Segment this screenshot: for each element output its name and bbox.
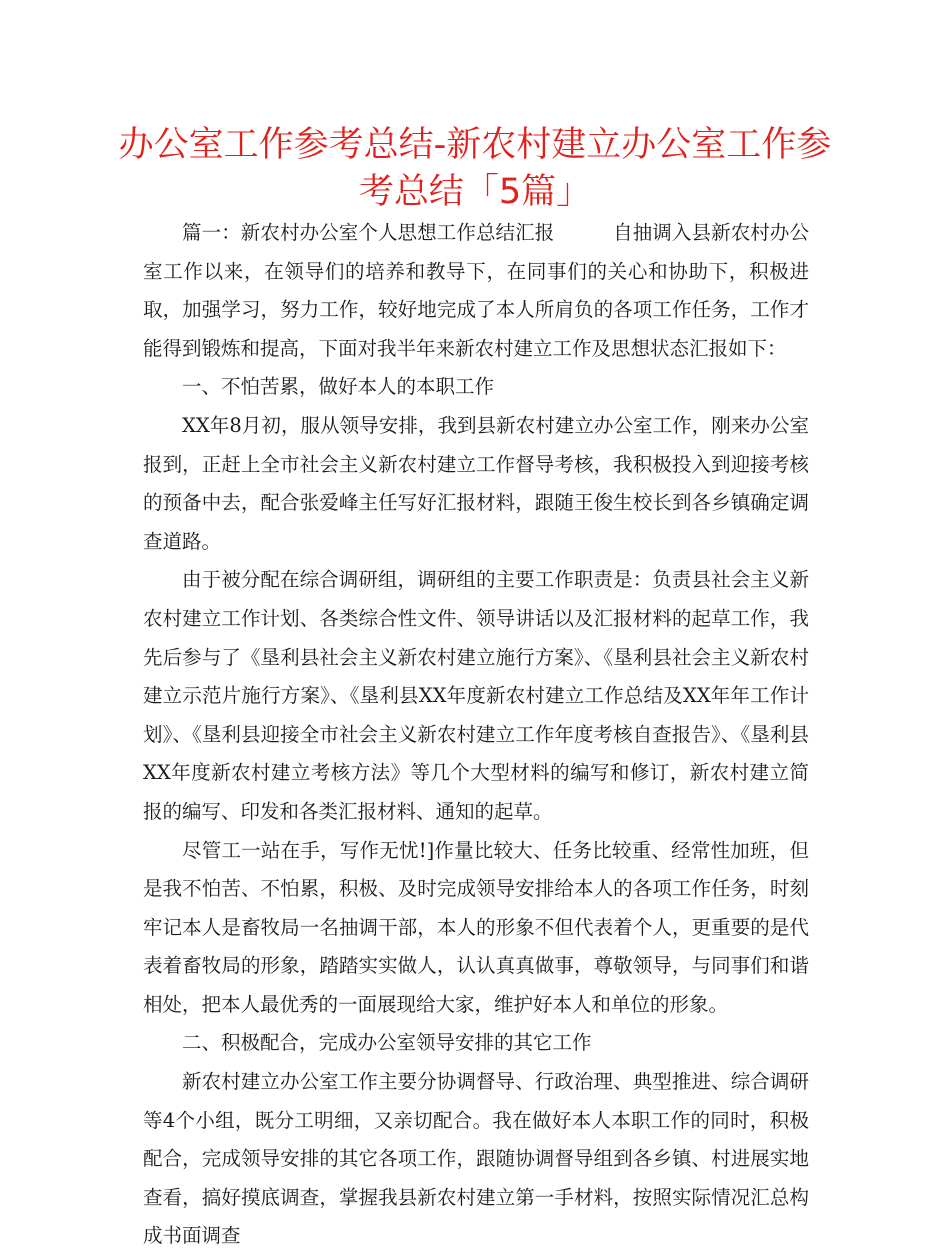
paragraph: 由于被分配在综合调研组，调研组的主要工作职责是：负责县社会主义新农村建立工作计划、各类综合性文件、领导讲话以及汇报材料的起草工作，我先后参与了《垦利县社会主义新农村建立施行方案》、《垦利县社会主义新农村建立示范片施行方案》、《垦利县XX年度新农村建立工作总结及XX年年工作计划》、《垦利县迎接全市社会主义新农村建立工作年度考核自查报告》、《垦利县XX年度新农村建立考核方法》等几个大型材料的编写和修订，新农村建立简报的编写、印发和各类汇报材料、通知的起草。 — [143, 568, 809, 823]
paragraph: 新农村建立办公室工作主要分协调督导、行政治理、典型推进、综合调研等4个小组，既分工明细，又亲切配合。我在做好本人本职工作的同时，积极配合，完成领导安排的其它各项工作，跟随协调督导组到各乡镇、村进展实地查看，搞好摸底调查，掌握我县新农村建立第一手材料，按照实际情况汇总构成书面调查 — [143, 1070, 809, 1248]
document-body — [143, 214, 809, 1256]
paragraph: 篇一：新农村办公室个人思想工作总结汇报 自抽调入县新农村办公室工作以来，在领导们的培养和教导下，在同事们的关心和协助下，积极进取，加强学习，努力工作，较好地完成了本人所肩负的各项工作任务，工作才能得到锻炼和提高，下面对我半年来新农村建立工作及思想状态汇报如下： — [143, 221, 809, 360]
paragraph: 尽管工一站在手，写作无忧!]作量比较大、任务比较重、经常性加班，但是我不怕苦、不怕累，积极、及时完成领导安排给本人的各项工作任务，时刻牢记本人是畜牧局一名抽调干部，本人的形象不但代表着个人，更重要的是代表着畜牧局的形象，踏踏实实做人，认认真真做事，尊敬领导，与同事们和谐相处，把本人最优秀的一面展现给大家，维护好本人和单位的形象。 — [143, 838, 809, 1016]
paragraph: XX年8月初，服从领导安排，我到县新农村建立办公室工作，刚来办公室报到，正赶上全市社会主义新农村建立工作督导考核，我积极投入到迎接考核的预备中去，配合张爱峰主任写好汇报材料，跟随王俊生校长到各乡镇确定调查道路。 — [143, 413, 809, 553]
document-title: 办公室工作参考总结-新农村建立办公室工作参考总结「5篇」 — [118, 125, 832, 212]
section-heading: 二、积极配合，完成办公室领导安排的其它工作 — [182, 1031, 592, 1055]
section-heading: 一、不怕苦累，做好本人的本职工作 — [182, 375, 495, 399]
